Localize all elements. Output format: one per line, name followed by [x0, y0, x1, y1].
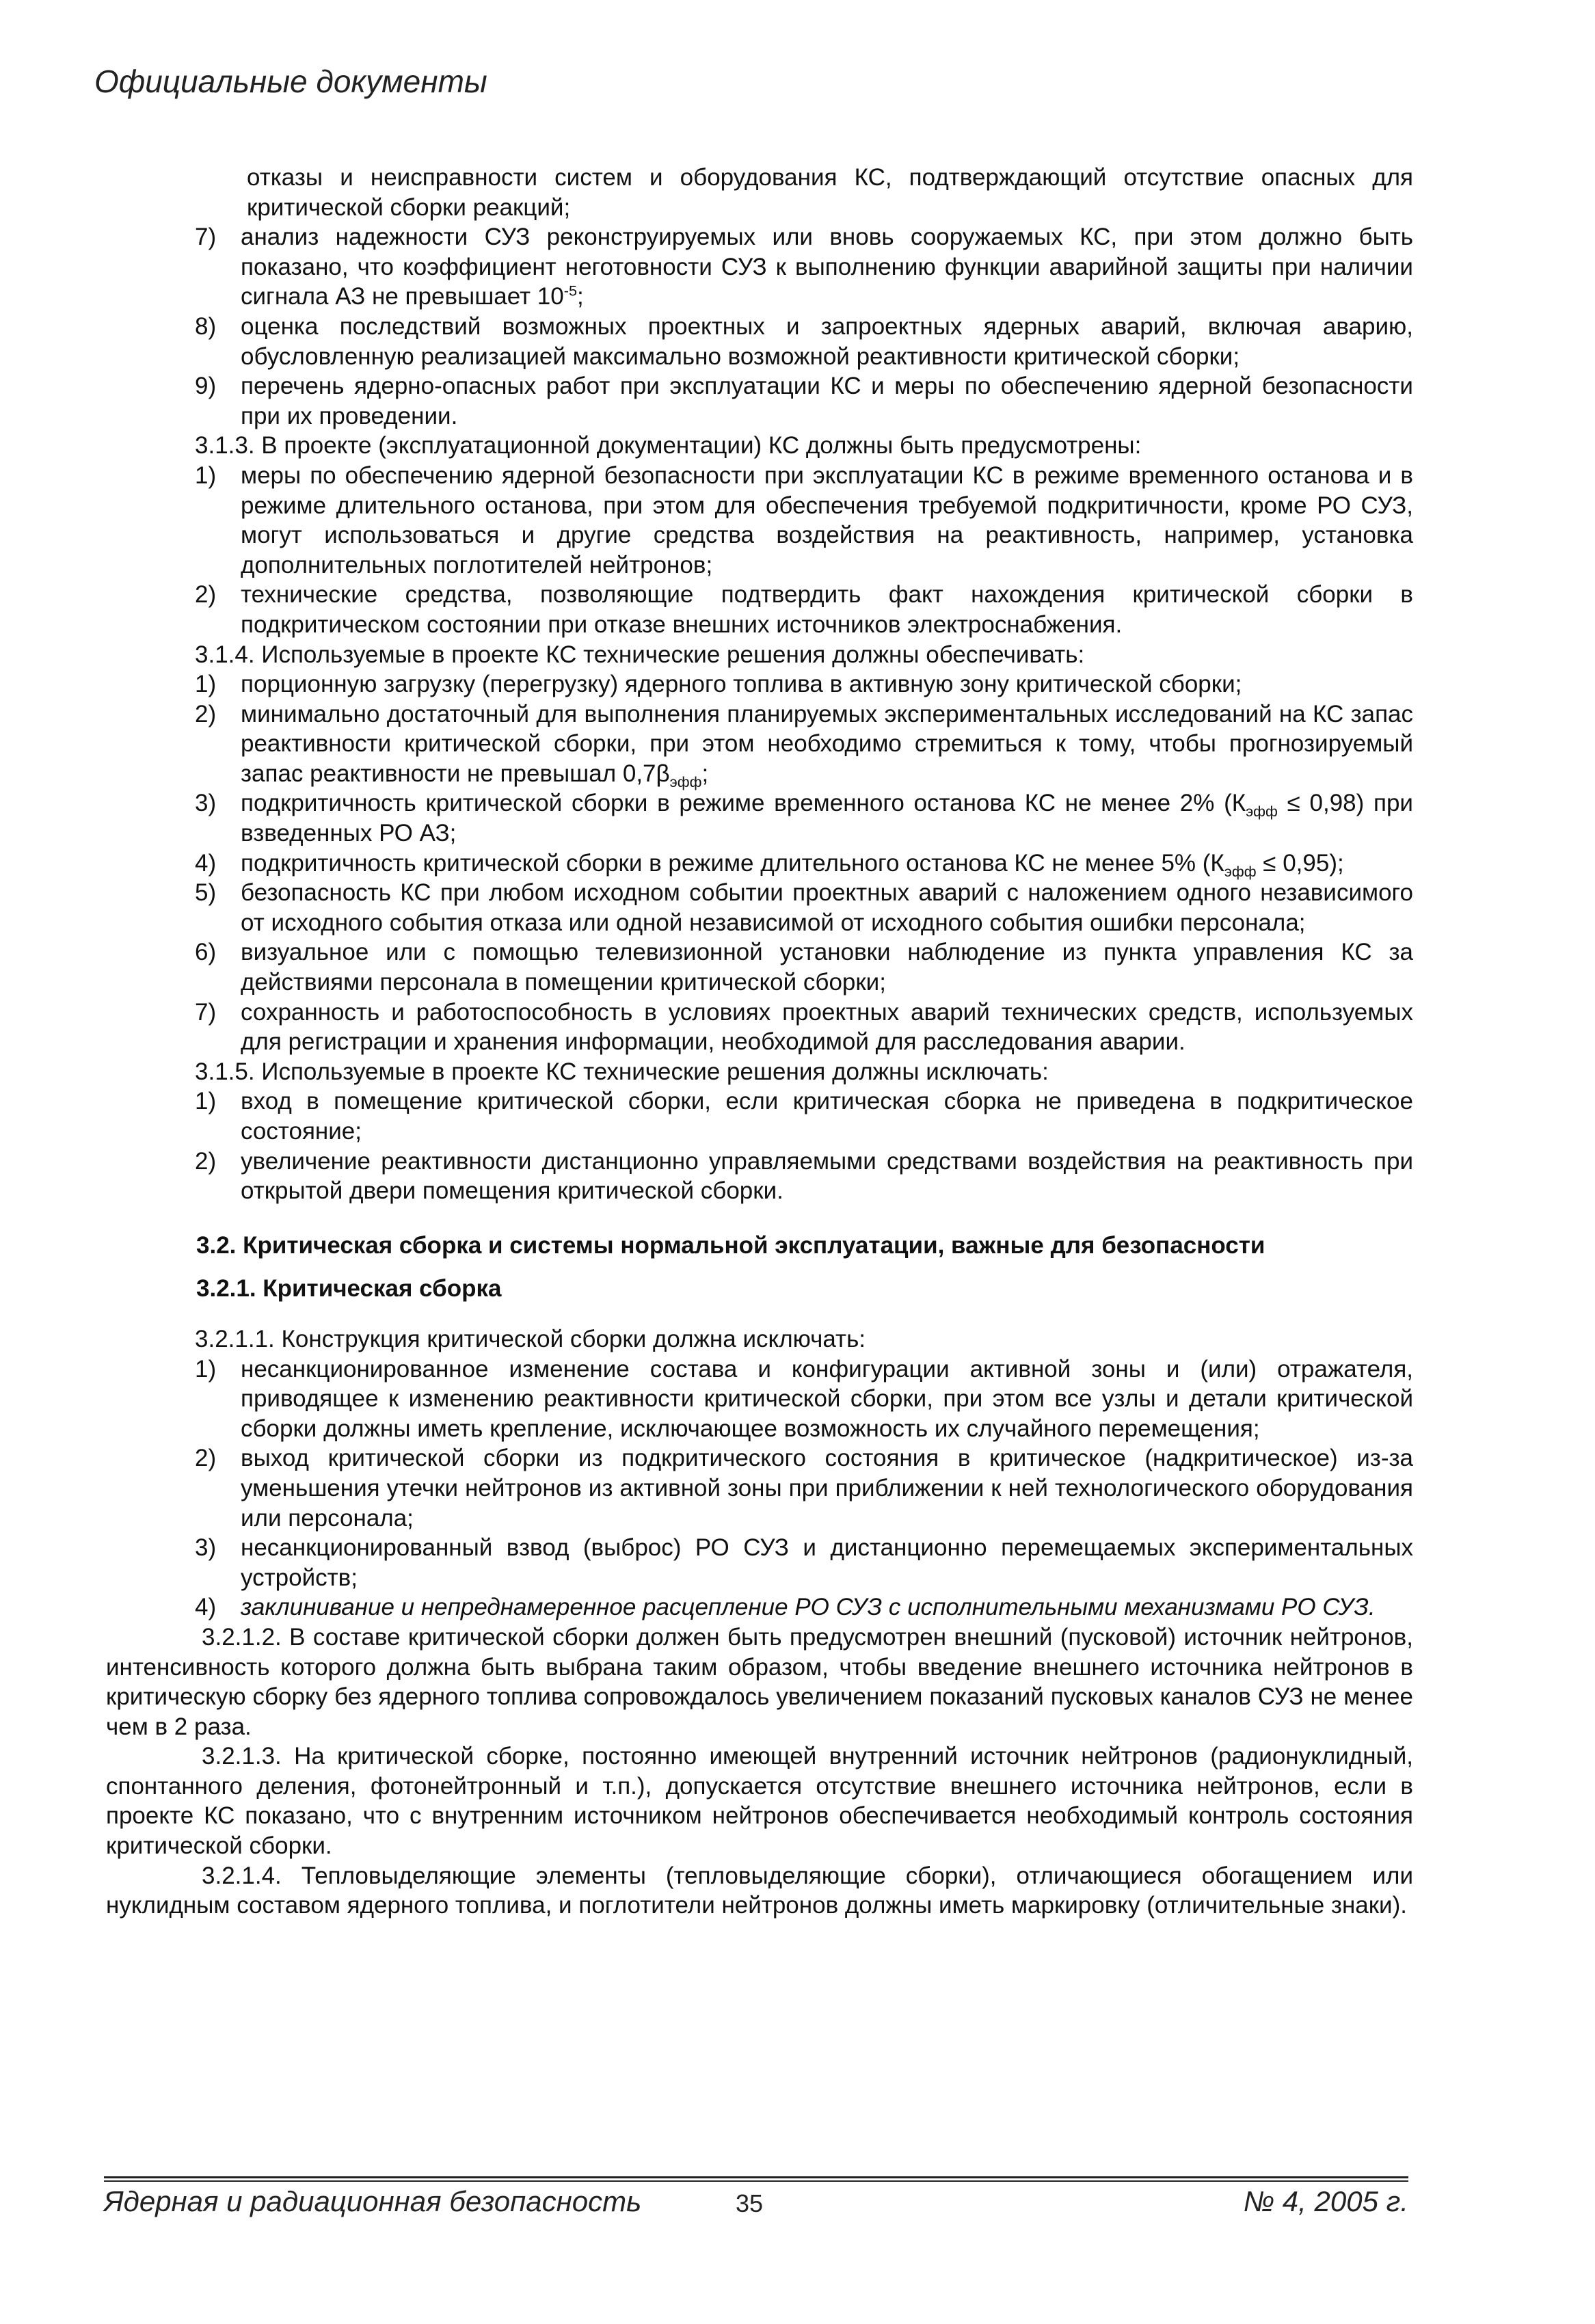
- list-text: [241, 849, 1413, 879]
- list-item: [106, 1443, 1413, 1533]
- list-text-main: анализ надежности СУЗ реконструируемых или вновь сооружаемых КС, при этом должно быть показано, что коэффициент неготовности СУЗ к выполнению функции аварийной защиты при наличии сигнала АЗ не превышает 10: [241, 224, 1413, 310]
- subsection-title: 3.2.1. Критическая сборка: [196, 1275, 502, 1303]
- list-number: 1): [195, 462, 217, 489]
- list-item: [106, 1592, 1413, 1622]
- list-item: [106, 580, 1413, 639]
- list-text-end: ≤ 0,95);: [1256, 849, 1344, 877]
- footer-issue: № 4, 2005 г.: [1243, 2185, 1408, 2217]
- footer-divider: [104, 2180, 1408, 2182]
- list-text: технические средства, позволяющие подтвердить факт нахождения критической сборки в подкритическом состоянии при отказе внешних источников электроснабжения.: [241, 581, 1413, 638]
- list-text: [241, 788, 1413, 848]
- list-text: несанкционированное изменение состава и конфигурации активной зоны и (или) отражателя, приводящее к изменению реактивности критической сборки, при этом все узлы и детали критической сборки должны иметь крепление, исключающее возможность их случайного перемещения;: [241, 1355, 1413, 1442]
- list-text: безопасность КС при любом исходном событии проектных аварий с наложением одного независимого от исходного события отказа или одной независимой от исходного события ошибки персонала;: [241, 879, 1413, 936]
- list-item: [106, 1533, 1413, 1592]
- clause-3-2-1-1: 3.2.1.1. Конструкция критической сборки должна исключать:: [195, 1325, 866, 1352]
- list-number: 2): [195, 1445, 217, 1472]
- list-text: выход критической сборки из подкритического состояния в критическое (надкритическое) из-за уменьшения утечки нейтронов из активной зоны при приближении к ней технологического оборудования или персонала;: [241, 1445, 1413, 1532]
- clause-3-1-4: 3.1.4. Используемые в проекте КС технические решения должны обеспечивать:: [195, 641, 1085, 668]
- list-text: [241, 699, 1413, 789]
- list-item: [106, 1086, 1413, 1146]
- list-item: [106, 878, 1413, 937]
- list-item: [106, 669, 1413, 699]
- subscript: эфф: [1246, 803, 1278, 820]
- list-text-main: подкритичность критической сборки в режиме временного останова КС не менее 2% (К: [241, 790, 1246, 817]
- list-number: 6): [195, 939, 217, 966]
- list-item: [106, 849, 1413, 879]
- list-item: [106, 788, 1413, 848]
- list-item: [106, 371, 1413, 431]
- list-item: [106, 998, 1413, 1057]
- subscript: эфф: [669, 773, 702, 790]
- clause-3-2-1-3: 3.2.1.3. На критической сборке, постоянно имеющей внутренний источник нейтронов (радионуклидный, спонтанного деления, фотонейтронный и т.п.), допускается отсутствие внешнего источника нейтронов, если в проекте КС показано, что с внутренним источником нейтронов обеспечивается необходимый контроль состояния критической сборки.: [106, 1743, 1413, 1860]
- list-item: [106, 222, 1413, 312]
- list-number: 8): [195, 312, 217, 340]
- list-text: визуальное или с помощью телевизионной установки наблюдение из пункта управления КС за действиями персонала в помещении критической сборки;: [241, 939, 1413, 996]
- subscript: эфф: [1224, 862, 1257, 880]
- page-header: Официальные документы: [94, 64, 487, 99]
- list-text: несанкционированный взвод (выброс) РО СУЗ и дистанционно перемещаемых экспериментальных устройств;: [241, 1534, 1413, 1591]
- list-text-main: подкритичность критической сборки в режиме длительного останова КС не менее 5% (К: [241, 849, 1224, 877]
- list-text: заклинивание и непреднамеренное расцепление РО СУЗ с исполнительными механизмами РО СУЗ.: [241, 1594, 1376, 1621]
- list-number: 2): [195, 581, 217, 609]
- list-item: [106, 699, 1413, 789]
- list-item: [106, 937, 1413, 997]
- list-text: увеличение реактивности дистанционно управляемыми средствами воздействия на реактивность при открытой двери помещения критической сборки.: [241, 1147, 1413, 1205]
- list-text-end: ≤ 0,98) при взведенных РО АЗ;: [241, 790, 1413, 847]
- list-item: [106, 1147, 1413, 1206]
- footer-divider: [104, 2176, 1408, 2178]
- list-number: 3): [195, 1534, 217, 1562]
- page-number: 35: [736, 2189, 764, 2217]
- list-number: 2): [195, 1147, 217, 1175]
- list-text: перечень ядерно-опасных работ при эксплуатации КС и меры по обеспечению ядерной безопасности при их проведении.: [241, 373, 1413, 429]
- clause-3-1-5: 3.1.5. Используемые в проекте КС технические решения должны исключать:: [195, 1058, 1049, 1085]
- list-number: 2): [195, 700, 217, 727]
- list-item: [106, 1354, 1413, 1444]
- list-text: порционную загрузку (перегрузку) ядерного топлива в активную зону критической сборки;: [241, 671, 1242, 698]
- list-number: 1): [195, 1355, 217, 1383]
- list-number: 4): [195, 1594, 217, 1621]
- list-number: 7): [195, 998, 217, 1026]
- list-text: [241, 222, 1413, 312]
- clause-3-2-1-4: 3.2.1.4. Тепловыделяющие элементы (тепловыделяющие сборки), отличающиеся обогащением или нуклидным составом ядерного топлива, и поглотители нейтронов должны иметь маркировку (отличительные знаки).: [106, 1862, 1413, 1919]
- paragraph-continuation: отказы и неисправности систем и оборудования КС, подтверждающий отсутствие опасных для критической сборки реакций;: [247, 164, 1413, 221]
- list-text-end: ;: [577, 283, 584, 310]
- list-number: 4): [195, 849, 217, 877]
- footer-journal-title: Ядерная и радиационная безопасность: [104, 2185, 642, 2217]
- list-text-main: минимально достаточный для выполнения планируемых экспериментальных исследований на КС запас реактивности критической сборки, при этом необходимо стремиться к тому, чтобы прогнозируемый запас реактивности не превышал 0,7β: [241, 700, 1413, 787]
- list-number: 3): [195, 790, 217, 817]
- list-text: вход в помещение критической сборки, если критическая сборка не приведена в подкритическое состояние;: [241, 1088, 1413, 1145]
- exponent: -5: [563, 282, 578, 299]
- list-text: меры по обеспечению ядерной безопасности при эксплуатации КС в режиме временного останова и в режиме длительного останова, при этом для обеспечения требуемой подкритичности, кроме РО СУЗ, могут использоваться и другие средства воздействия на реактивность, например, установка дополнительных поглотителей нейтронов;: [241, 462, 1413, 578]
- list-number: 7): [195, 224, 217, 251]
- list-number: 9): [195, 373, 217, 400]
- document-body: [106, 163, 1413, 1921]
- list-number: 5): [195, 879, 217, 907]
- list-number: 1): [195, 1088, 217, 1115]
- list-text: оценка последствий возможных проектных и запроектных ядерных аварий, включая аварию, обусловленную реализацией максимально возможной реактивности критической сборки;: [241, 312, 1413, 370]
- list-item: [106, 312, 1413, 371]
- clause-3-2-1-2: 3.2.1.2. В составе критической сборки должен быть предусмотрен внешний (пусковой) источник нейтронов, интенсивность которого должна быть выбрана таким образом, чтобы введение внешнего источника нейтронов в критическую сборку без ядерного топлива сопровождалось увеличением показаний пусковых каналов СУЗ не менее чем в 2 раза.: [106, 1623, 1413, 1740]
- list-item: [106, 461, 1413, 580]
- list-text: сохранность и работоспособность в условиях проектных аварий технических средств, используемых для регистрации и хранения информации, необходимой для расследования аварии.: [241, 998, 1413, 1056]
- clause-3-1-3: 3.1.3. В проекте (эксплуатационной документации) КС должны быть предусмотрены:: [195, 432, 1142, 459]
- section-title: 3.2. Критическая сборка и системы нормальной эксплуатации, важные для безопасности: [196, 1231, 1265, 1259]
- list-text-end: ;: [701, 760, 709, 787]
- list-number: 1): [195, 671, 217, 698]
